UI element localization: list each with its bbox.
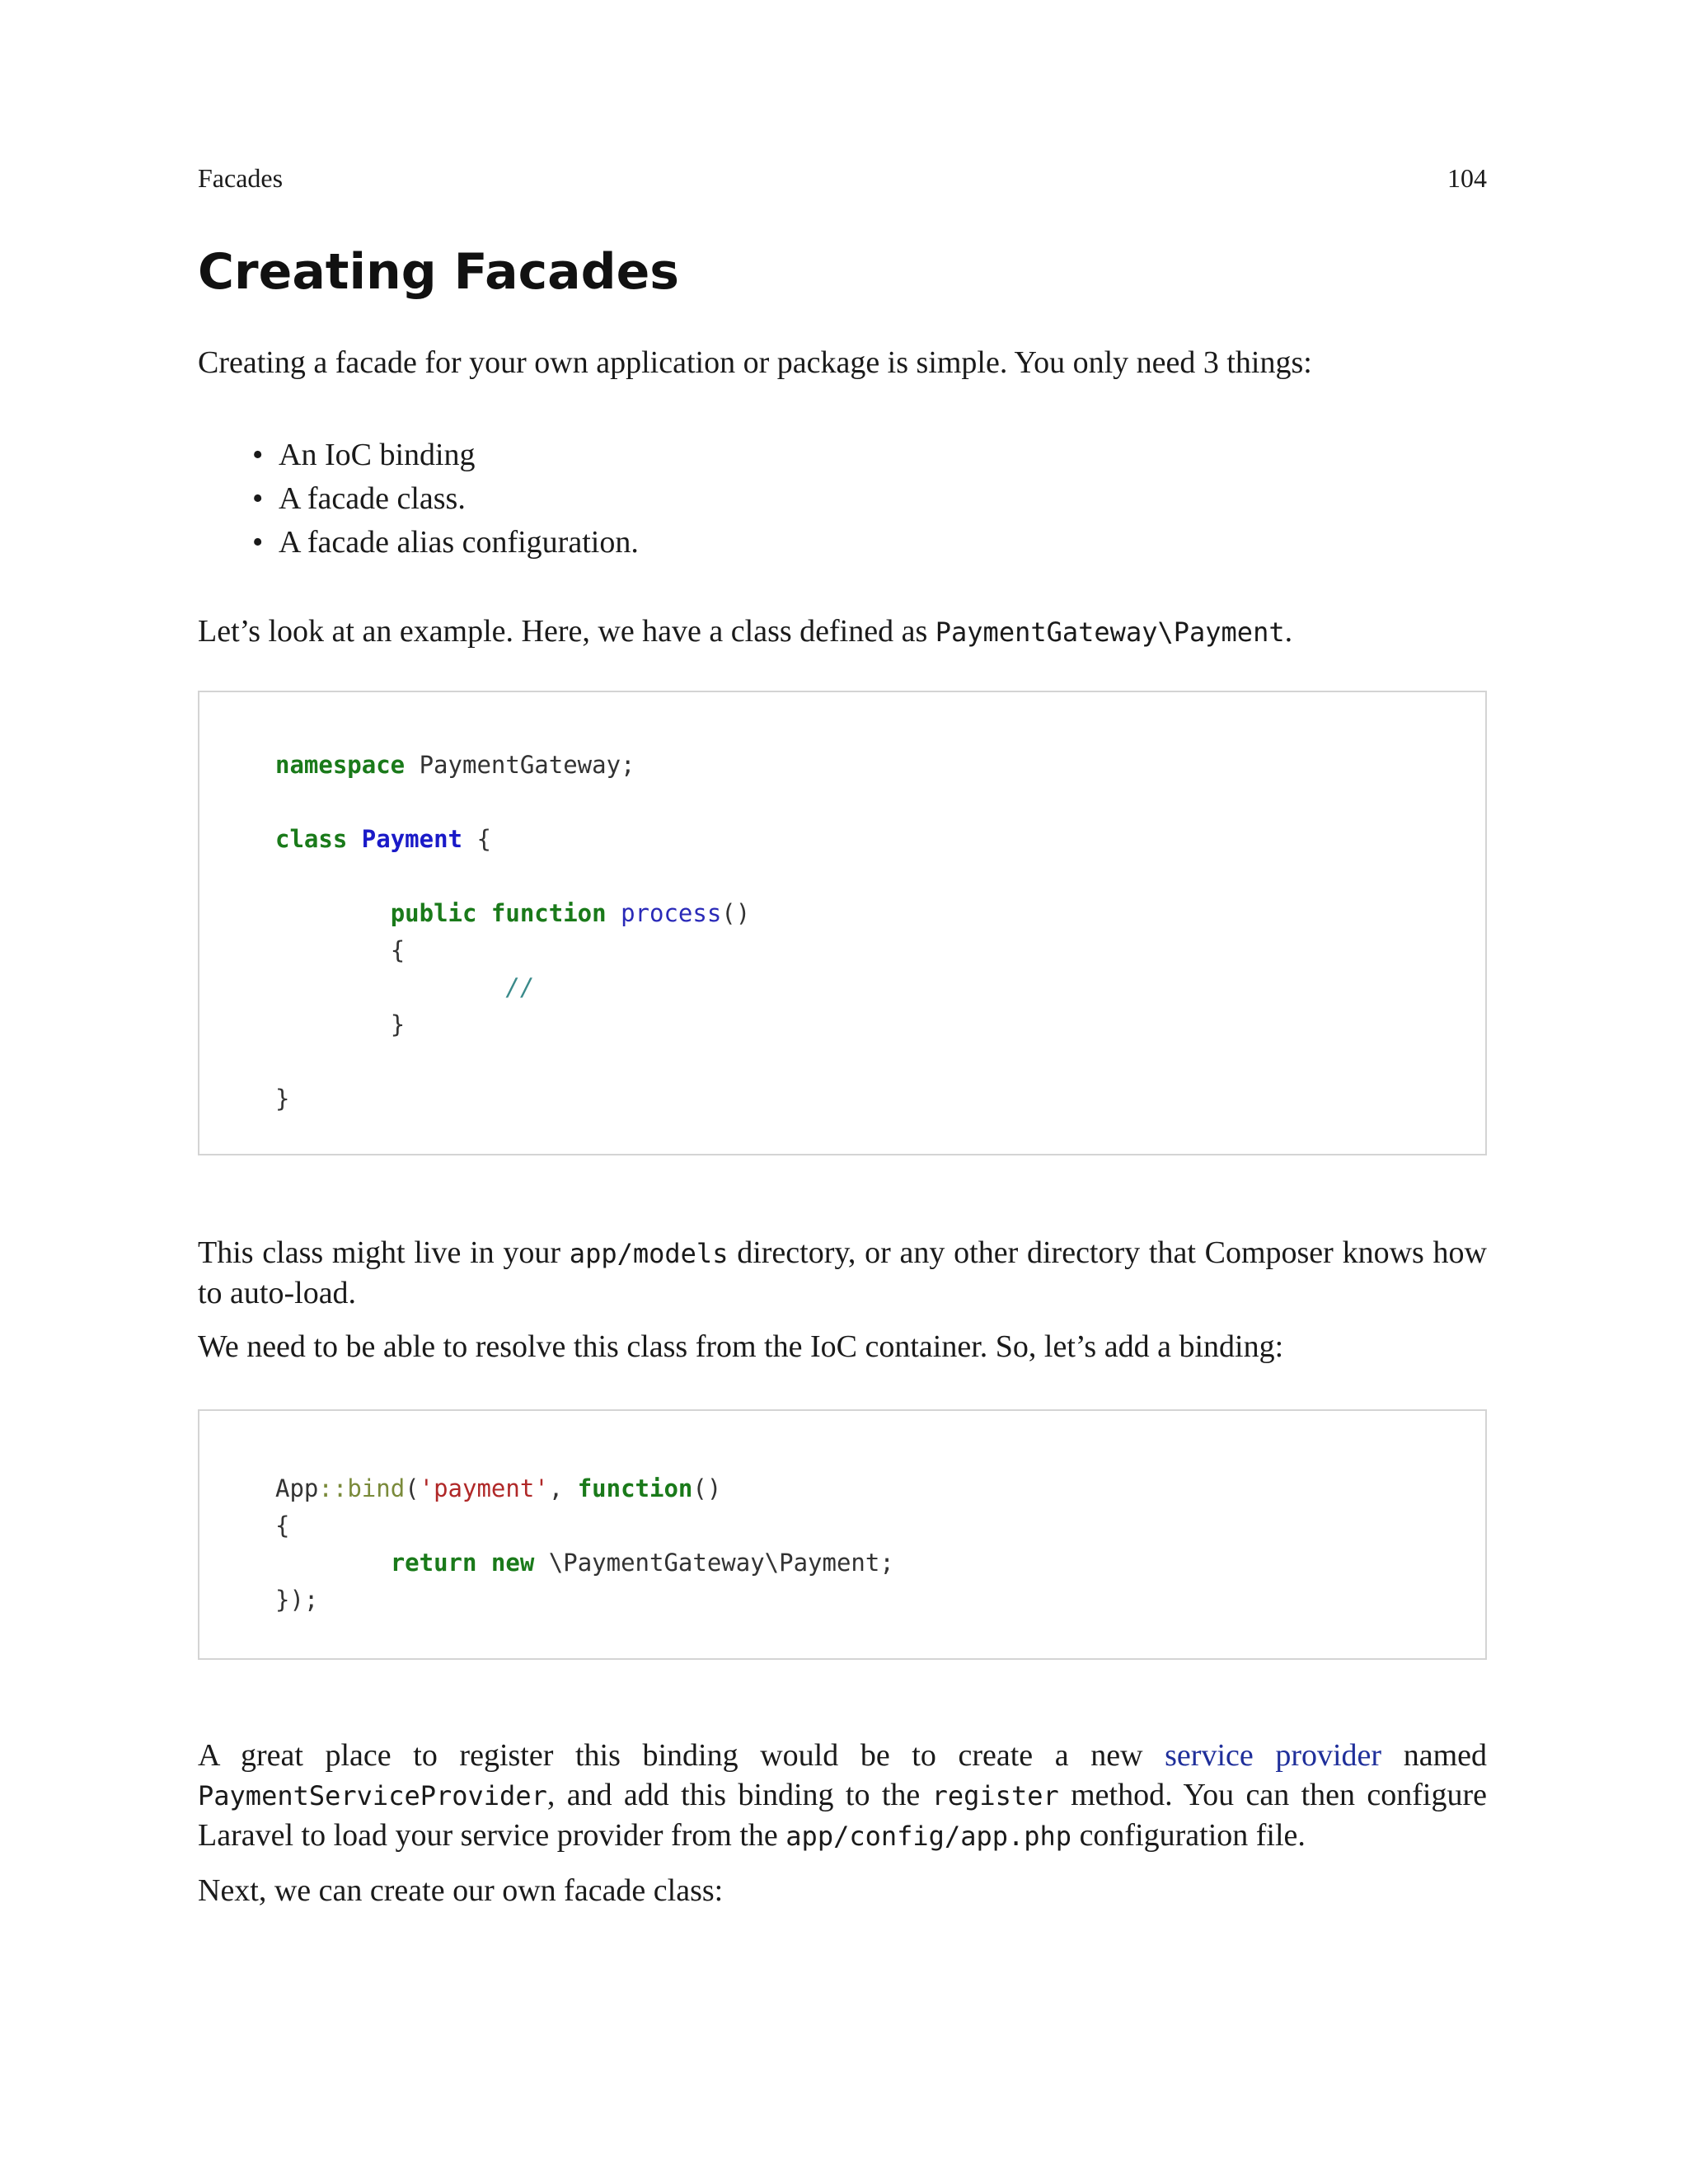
code-token: } xyxy=(275,1085,290,1113)
code-token xyxy=(347,825,361,853)
list-item: • A facade alias configuration. xyxy=(279,521,639,565)
code-line xyxy=(275,1043,1485,1080)
resolve-paragraph: We need to be able to resolve this class from the IoC container. So, let’s add a binding: xyxy=(198,1329,1284,1364)
code-token-op: :: xyxy=(318,1474,348,1502)
page-title: Creating Facades xyxy=(198,243,679,301)
example-intro-text: Let’s look at an example. Here, we have a class defined as xyxy=(198,614,935,649)
inline-code-provider-name: PaymentServiceProvider xyxy=(198,1780,547,1811)
code-token: App xyxy=(275,1474,319,1502)
requirements-list xyxy=(198,434,639,565)
code-token: } xyxy=(390,1010,406,1038)
code-token xyxy=(476,1549,490,1577)
code-token-kw: new xyxy=(490,1549,535,1577)
provider-text-5: configuration file. xyxy=(1071,1818,1306,1853)
code-block-ioc-binding xyxy=(198,1409,1487,1660)
code-line xyxy=(275,1544,1485,1582)
code-token-kw: return xyxy=(390,1549,477,1577)
header-section-title: Facades xyxy=(198,163,284,193)
code-token: () xyxy=(721,899,751,927)
models-text-start: This class might live in your xyxy=(198,1235,570,1270)
inline-code-class-name: PaymentGateway\Payment xyxy=(935,616,1285,648)
code-line xyxy=(275,821,1485,858)
code-token-cmt: // xyxy=(505,973,535,1001)
code-token: PaymentGateway; xyxy=(405,751,635,779)
code-token-kw: public xyxy=(390,899,477,927)
models-paragraph xyxy=(198,1233,1487,1313)
code-token: { xyxy=(275,1511,290,1540)
inline-code-models-dir: app/models xyxy=(569,1238,729,1269)
provider-text-4: method. You can then configure Laravel to load your service provider from the xyxy=(198,1778,1488,1853)
code-token: }); xyxy=(275,1586,319,1614)
provider-paragraph xyxy=(198,1736,1487,1856)
code-token: { xyxy=(390,936,406,964)
code-token-kw: namespace xyxy=(275,751,406,779)
list-item: • A facade class. xyxy=(279,477,639,521)
code-token: ( xyxy=(405,1474,420,1502)
code-token-str: 'payment' xyxy=(419,1474,549,1502)
code-line xyxy=(275,1080,1485,1118)
code-token xyxy=(607,899,621,927)
code-line xyxy=(275,858,1485,895)
code-token-mth: bind xyxy=(347,1474,406,1502)
example-intro-end: . xyxy=(1284,614,1293,649)
code-token: { xyxy=(462,825,491,853)
code-line xyxy=(275,969,1485,1006)
code-line xyxy=(275,1006,1485,1043)
provider-text-3: , and add this binding to the xyxy=(546,1778,932,1812)
code-line xyxy=(275,747,1485,784)
intro-paragraph: Creating a facade for your own application or package is simple. You only need 3 things: xyxy=(198,345,1312,380)
next-paragraph: Next, we can create our own facade class: xyxy=(198,1873,724,1908)
code-token-kw: function xyxy=(490,899,607,927)
code-block-payment-class xyxy=(198,691,1487,1155)
models-text-end: directory, or any other directory that Composer knows how to auto-load. xyxy=(198,1235,1488,1310)
code-token: , xyxy=(548,1474,578,1502)
code-token: () xyxy=(692,1474,722,1502)
provider-text-2: named xyxy=(1381,1738,1487,1773)
inline-code-register: register xyxy=(931,1780,1059,1811)
code-token: \PaymentGateway\Payment; xyxy=(534,1549,894,1577)
code-token-cls: Payment xyxy=(361,825,462,853)
code-line xyxy=(275,932,1485,969)
inline-code-config-path: app/config/app.php xyxy=(785,1821,1072,1852)
service-provider-link[interactable]: service provider xyxy=(1165,1738,1382,1773)
example-intro-paragraph xyxy=(198,612,1487,652)
provider-text-1: A great place to register this binding would be to create a new xyxy=(198,1738,1165,1773)
code-line xyxy=(275,1582,1485,1619)
code-token-kw: class xyxy=(275,825,348,853)
code-token xyxy=(476,899,490,927)
running-header xyxy=(198,162,1487,194)
code-line xyxy=(275,1470,1485,1507)
code-line xyxy=(275,895,1485,932)
list-item: • An IoC binding xyxy=(279,434,639,477)
code-line xyxy=(275,1507,1485,1544)
code-line xyxy=(275,784,1485,821)
page-number: 104 xyxy=(1447,163,1487,193)
code-token-fn: process xyxy=(621,899,722,927)
code-token-kw: function xyxy=(577,1474,693,1502)
